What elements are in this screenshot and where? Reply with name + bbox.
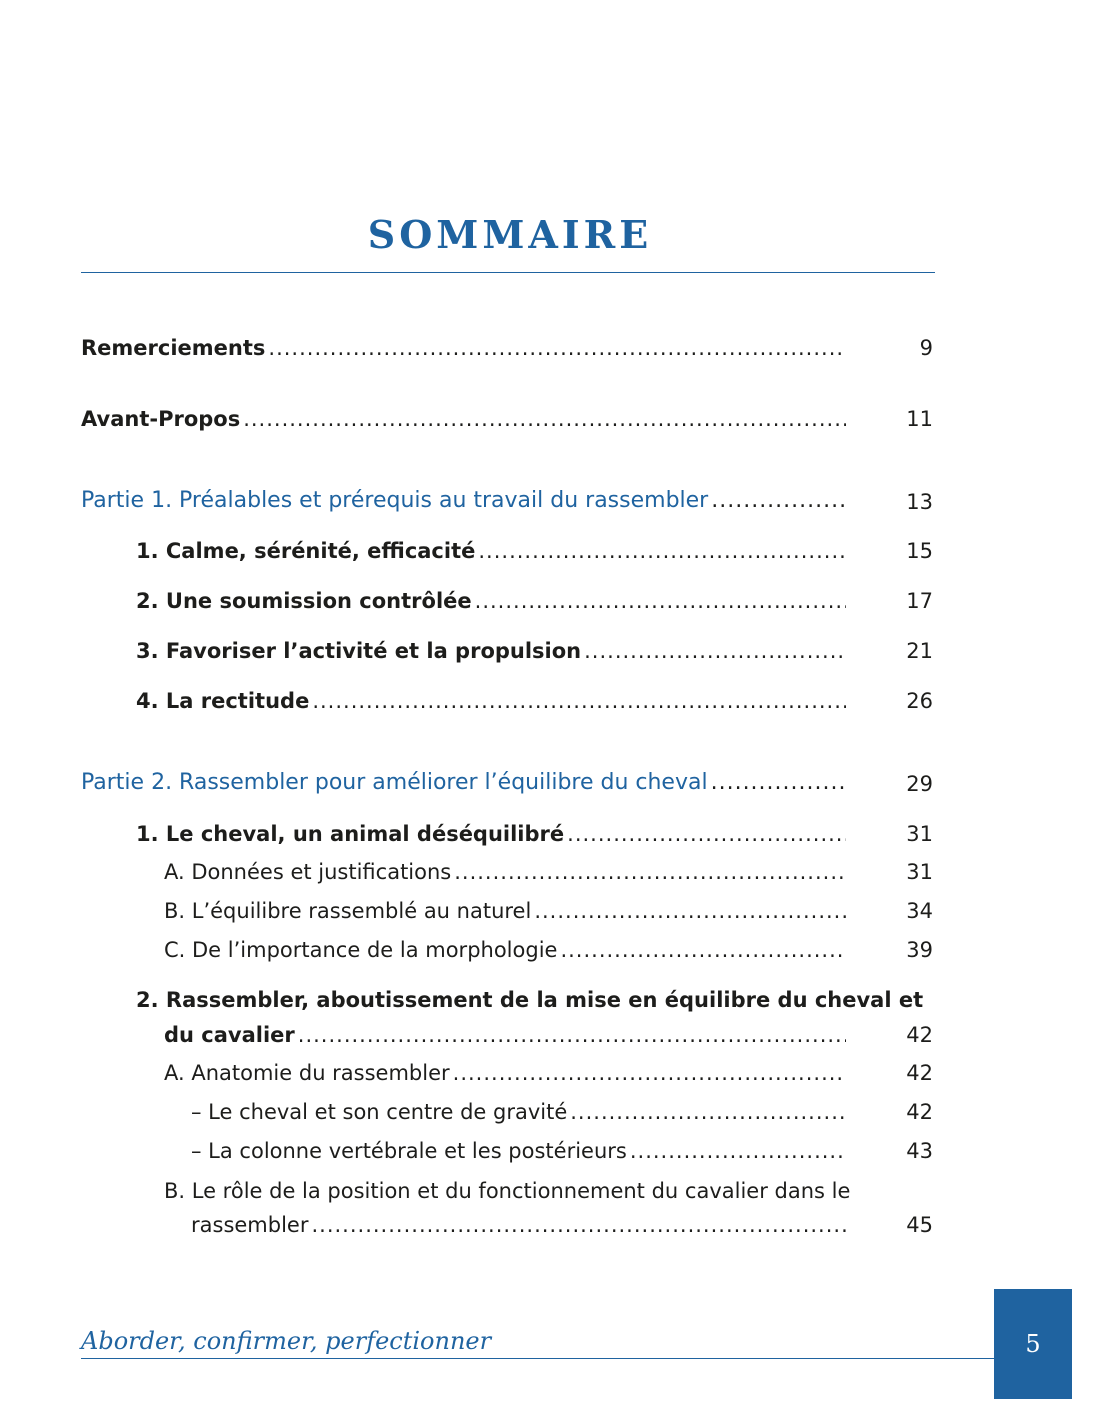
toc-page-number: 42 bbox=[906, 1100, 933, 1124]
toc-page-number: 29 bbox=[906, 772, 933, 796]
toc-label: rassembler bbox=[191, 1213, 309, 1237]
toc-page-number: 11 bbox=[906, 407, 933, 431]
toc-entry-chapter[interactable] bbox=[136, 820, 846, 848]
toc-entry-partie-2[interactable] bbox=[81, 769, 846, 797]
title-divider bbox=[81, 272, 935, 273]
toc-label: – Le cheval et son centre de gravité bbox=[191, 1100, 568, 1124]
dot-leader bbox=[560, 936, 846, 964]
dot-leader bbox=[630, 1137, 846, 1165]
toc-page-number: 9 bbox=[919, 336, 933, 360]
toc-page-number: 34 bbox=[906, 899, 933, 923]
toc-page-number: 26 bbox=[906, 689, 933, 713]
toc-chapter-line-1[interactable]: 2. Rassembler, aboutissement de la mise en équilibre du cheval et bbox=[136, 988, 924, 1012]
page-title: SOMMAIRE bbox=[367, 212, 653, 257]
toc-label: – La colonne vertébrale et les postérieurs bbox=[191, 1139, 627, 1163]
toc-entry-avant-propos[interactable] bbox=[81, 405, 846, 433]
toc-entry-chapter[interactable] bbox=[136, 587, 846, 615]
dot-leader bbox=[298, 1021, 846, 1049]
toc-label: A. Données et justifications bbox=[164, 860, 452, 884]
toc-label: 3. Favoriser l’activité et la propulsion bbox=[136, 639, 582, 663]
toc-label: du cavalier bbox=[164, 1023, 295, 1047]
toc-page-number: 31 bbox=[906, 822, 933, 846]
dot-leader bbox=[454, 858, 846, 886]
toc-label: 1. Calme, sérénité, efficacité bbox=[136, 539, 476, 563]
dot-leader bbox=[567, 820, 846, 848]
toc-entry-partie-1[interactable] bbox=[81, 487, 846, 515]
dot-leader bbox=[584, 637, 846, 665]
dot-leader bbox=[453, 1059, 846, 1087]
toc-page-number: 13 bbox=[906, 490, 933, 514]
toc-page-number: 43 bbox=[906, 1139, 933, 1163]
dot-leader bbox=[711, 769, 846, 797]
toc-entry-remerciements[interactable] bbox=[81, 334, 846, 362]
toc-entry-section[interactable] bbox=[164, 897, 846, 925]
toc-part-label: Partie 1. Préalables et prérequis au travail du rassembler bbox=[81, 488, 709, 513]
toc-entry-subsection[interactable] bbox=[191, 1137, 846, 1165]
toc-label: A. Anatomie du rassembler bbox=[164, 1061, 450, 1085]
toc-entry-chapter[interactable] bbox=[136, 537, 846, 565]
toc-page-number: 17 bbox=[906, 589, 933, 613]
dot-leader bbox=[478, 537, 846, 565]
dot-leader bbox=[268, 334, 846, 362]
dot-leader bbox=[570, 1098, 846, 1126]
dot-leader bbox=[243, 405, 846, 433]
toc-page-number: 45 bbox=[906, 1213, 933, 1237]
toc-entry-subsection[interactable] bbox=[191, 1098, 846, 1126]
dot-leader bbox=[311, 1211, 846, 1239]
toc-entry-chapter[interactable] bbox=[136, 687, 846, 715]
toc-entry-section[interactable] bbox=[164, 1059, 846, 1087]
dot-leader bbox=[534, 897, 846, 925]
dot-leader bbox=[711, 487, 846, 515]
toc-entry-chapter[interactable] bbox=[164, 1021, 846, 1049]
toc-page-number: 15 bbox=[906, 539, 933, 563]
footer-book-title: Aborder, confirmer, perfectionner bbox=[81, 1327, 492, 1355]
toc-entry-section[interactable] bbox=[164, 936, 846, 964]
toc-page-number: 42 bbox=[906, 1023, 933, 1047]
toc-entry-chapter[interactable] bbox=[136, 637, 846, 665]
toc-page-number: 42 bbox=[906, 1061, 933, 1085]
toc-page-number: 21 bbox=[906, 639, 933, 663]
toc-page-number: 31 bbox=[906, 860, 933, 884]
toc-page-number: 39 bbox=[906, 938, 933, 962]
toc-label: Remerciements bbox=[81, 336, 266, 360]
page-number-box bbox=[994, 1289, 1072, 1399]
toc-label: 2. Une soumission contrôlée bbox=[136, 589, 472, 613]
footer-divider bbox=[81, 1358, 994, 1359]
toc-label: C. De l’importance de la morphologie bbox=[164, 938, 558, 962]
toc-label: 1. Le cheval, un animal déséquilibré bbox=[136, 822, 565, 846]
toc-label: Avant-Propos bbox=[81, 407, 241, 431]
page-number: 5 bbox=[1025, 1330, 1041, 1358]
toc-entry-section[interactable] bbox=[191, 1211, 846, 1239]
toc-section-line-1[interactable]: B. Le rôle de la position et du fonctionnement du cavalier dans le bbox=[164, 1179, 851, 1203]
dot-leader bbox=[312, 687, 846, 715]
toc-label: B. L’équilibre rassemblé au naturel bbox=[164, 899, 532, 923]
dot-leader bbox=[475, 587, 846, 615]
toc-label: 4. La rectitude bbox=[136, 689, 310, 713]
toc-part-label: Partie 2. Rassembler pour améliorer l’équilibre du cheval bbox=[81, 770, 708, 795]
toc-entry-section[interactable] bbox=[164, 858, 846, 886]
